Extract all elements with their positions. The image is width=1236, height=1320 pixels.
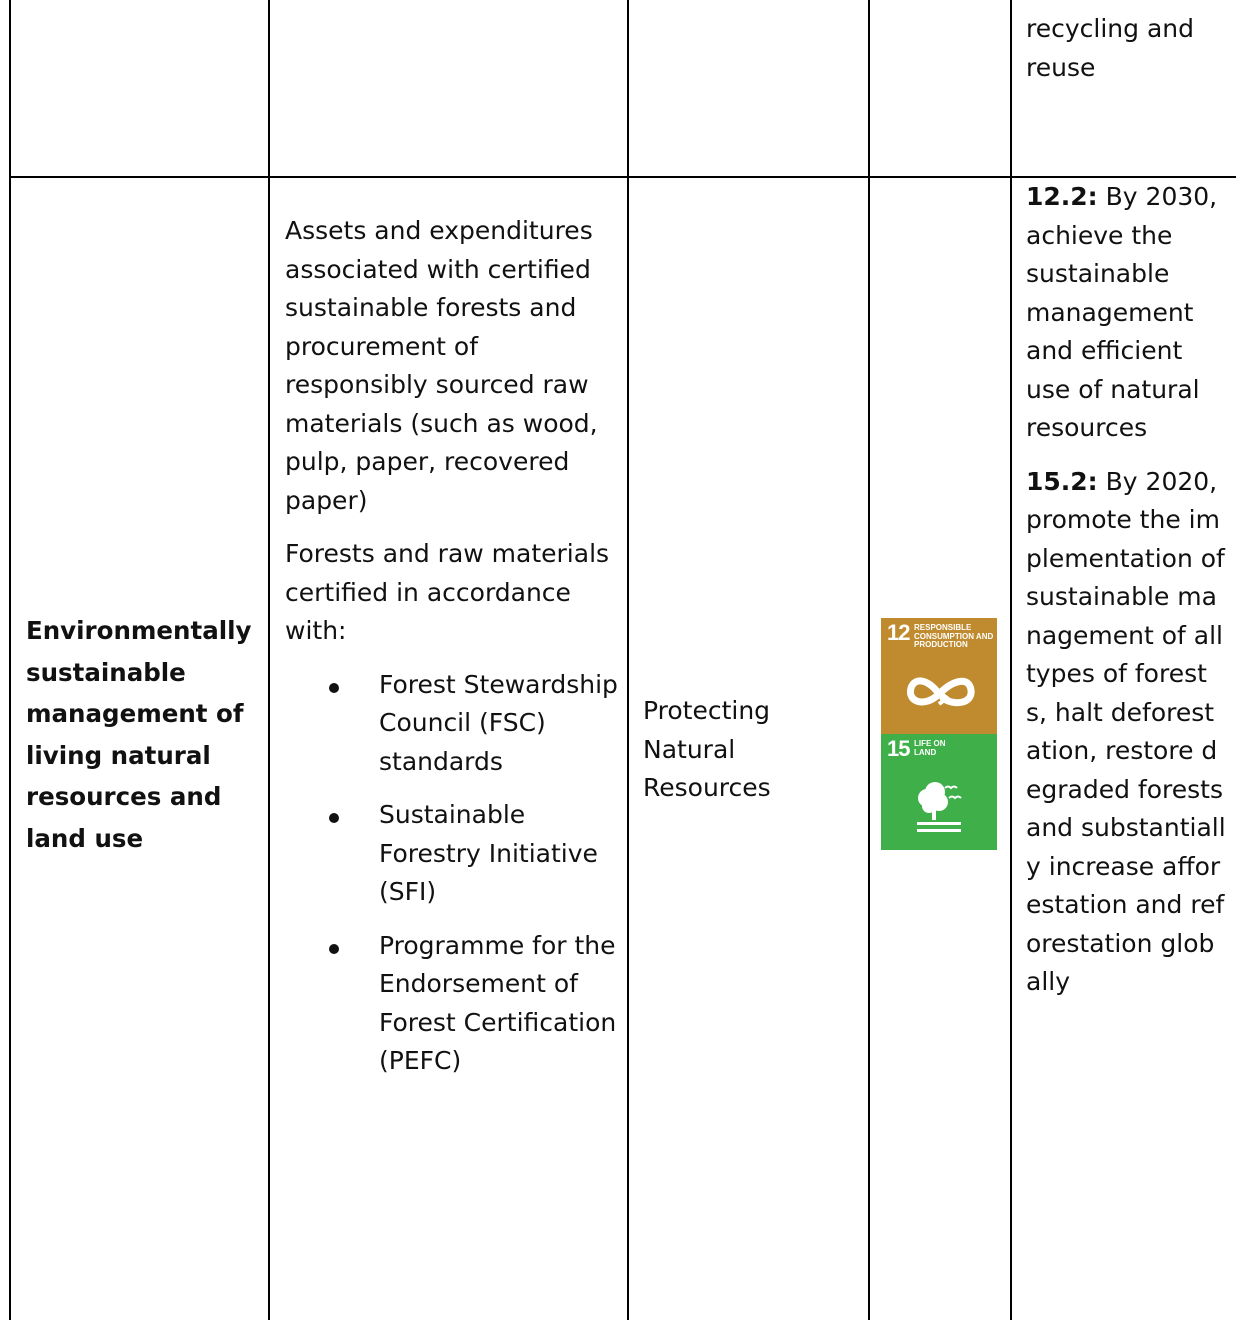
table-col-divider-1 — [268, 0, 270, 1320]
target-code: 12.2: — [1026, 182, 1098, 211]
description-paragraph-1: Assets and expenditures associated with certified sustainable forests and procurement of responsibly sourced raw materials (such as wood, pulp, paper, recovered paper) — [285, 216, 598, 515]
sdg-12-icon — [881, 618, 997, 734]
sdg-targets — [1026, 178, 1226, 1002]
top-row-target-text: recycling and reuse — [1026, 14, 1194, 82]
certification-list — [285, 666, 625, 1081]
sdg-15-title: LIFE ON LAND — [914, 739, 946, 757]
table-col-divider-4 — [1010, 0, 1012, 1320]
table-col-divider-3 — [868, 0, 870, 1320]
target-15-2 — [1026, 463, 1226, 1002]
target-text: By 2030, achieve the sustainable management and efficient use of natural resources — [1026, 182, 1218, 442]
sdg-15-number: 15 — [887, 736, 910, 761]
activity-description — [285, 212, 625, 1081]
sdg-12-number: 12 — [887, 620, 910, 645]
list-item: Sustainable Forestry Initiative (SFI) — [285, 796, 625, 912]
sdg-12-title: RESPONSIBLE CONSUMPTION AND PRODUCTION — [914, 623, 994, 649]
target-12-2 — [1026, 178, 1226, 448]
table-border-left — [9, 0, 11, 1320]
list-item: Forest Stewardship Council (FSC) standards — [285, 666, 625, 782]
infinity-icon — [881, 618, 997, 734]
table-col-divider-2 — [627, 0, 629, 1320]
activity-heading: Environmentally sustainable management of living natural resources and land use — [26, 616, 252, 853]
sdg-15-icon — [881, 734, 997, 850]
tree-birds-icon — [881, 734, 997, 850]
list-item: Programme for the Endorsement of Forest Certification (PEFC) — [285, 927, 625, 1081]
description-paragraph-2: Forests and raw materials certified in accordance with: — [285, 539, 610, 645]
environmental-objective: Protecting Natural Resources — [643, 696, 771, 802]
target-text: By 2020, promote the implementation of sustainable management of all types of forests, halt deforestation, restore degraded forests and substantially increase afforestation and reforestation globally — [1026, 466, 1226, 996]
target-code: 15.2: — [1026, 466, 1098, 496]
